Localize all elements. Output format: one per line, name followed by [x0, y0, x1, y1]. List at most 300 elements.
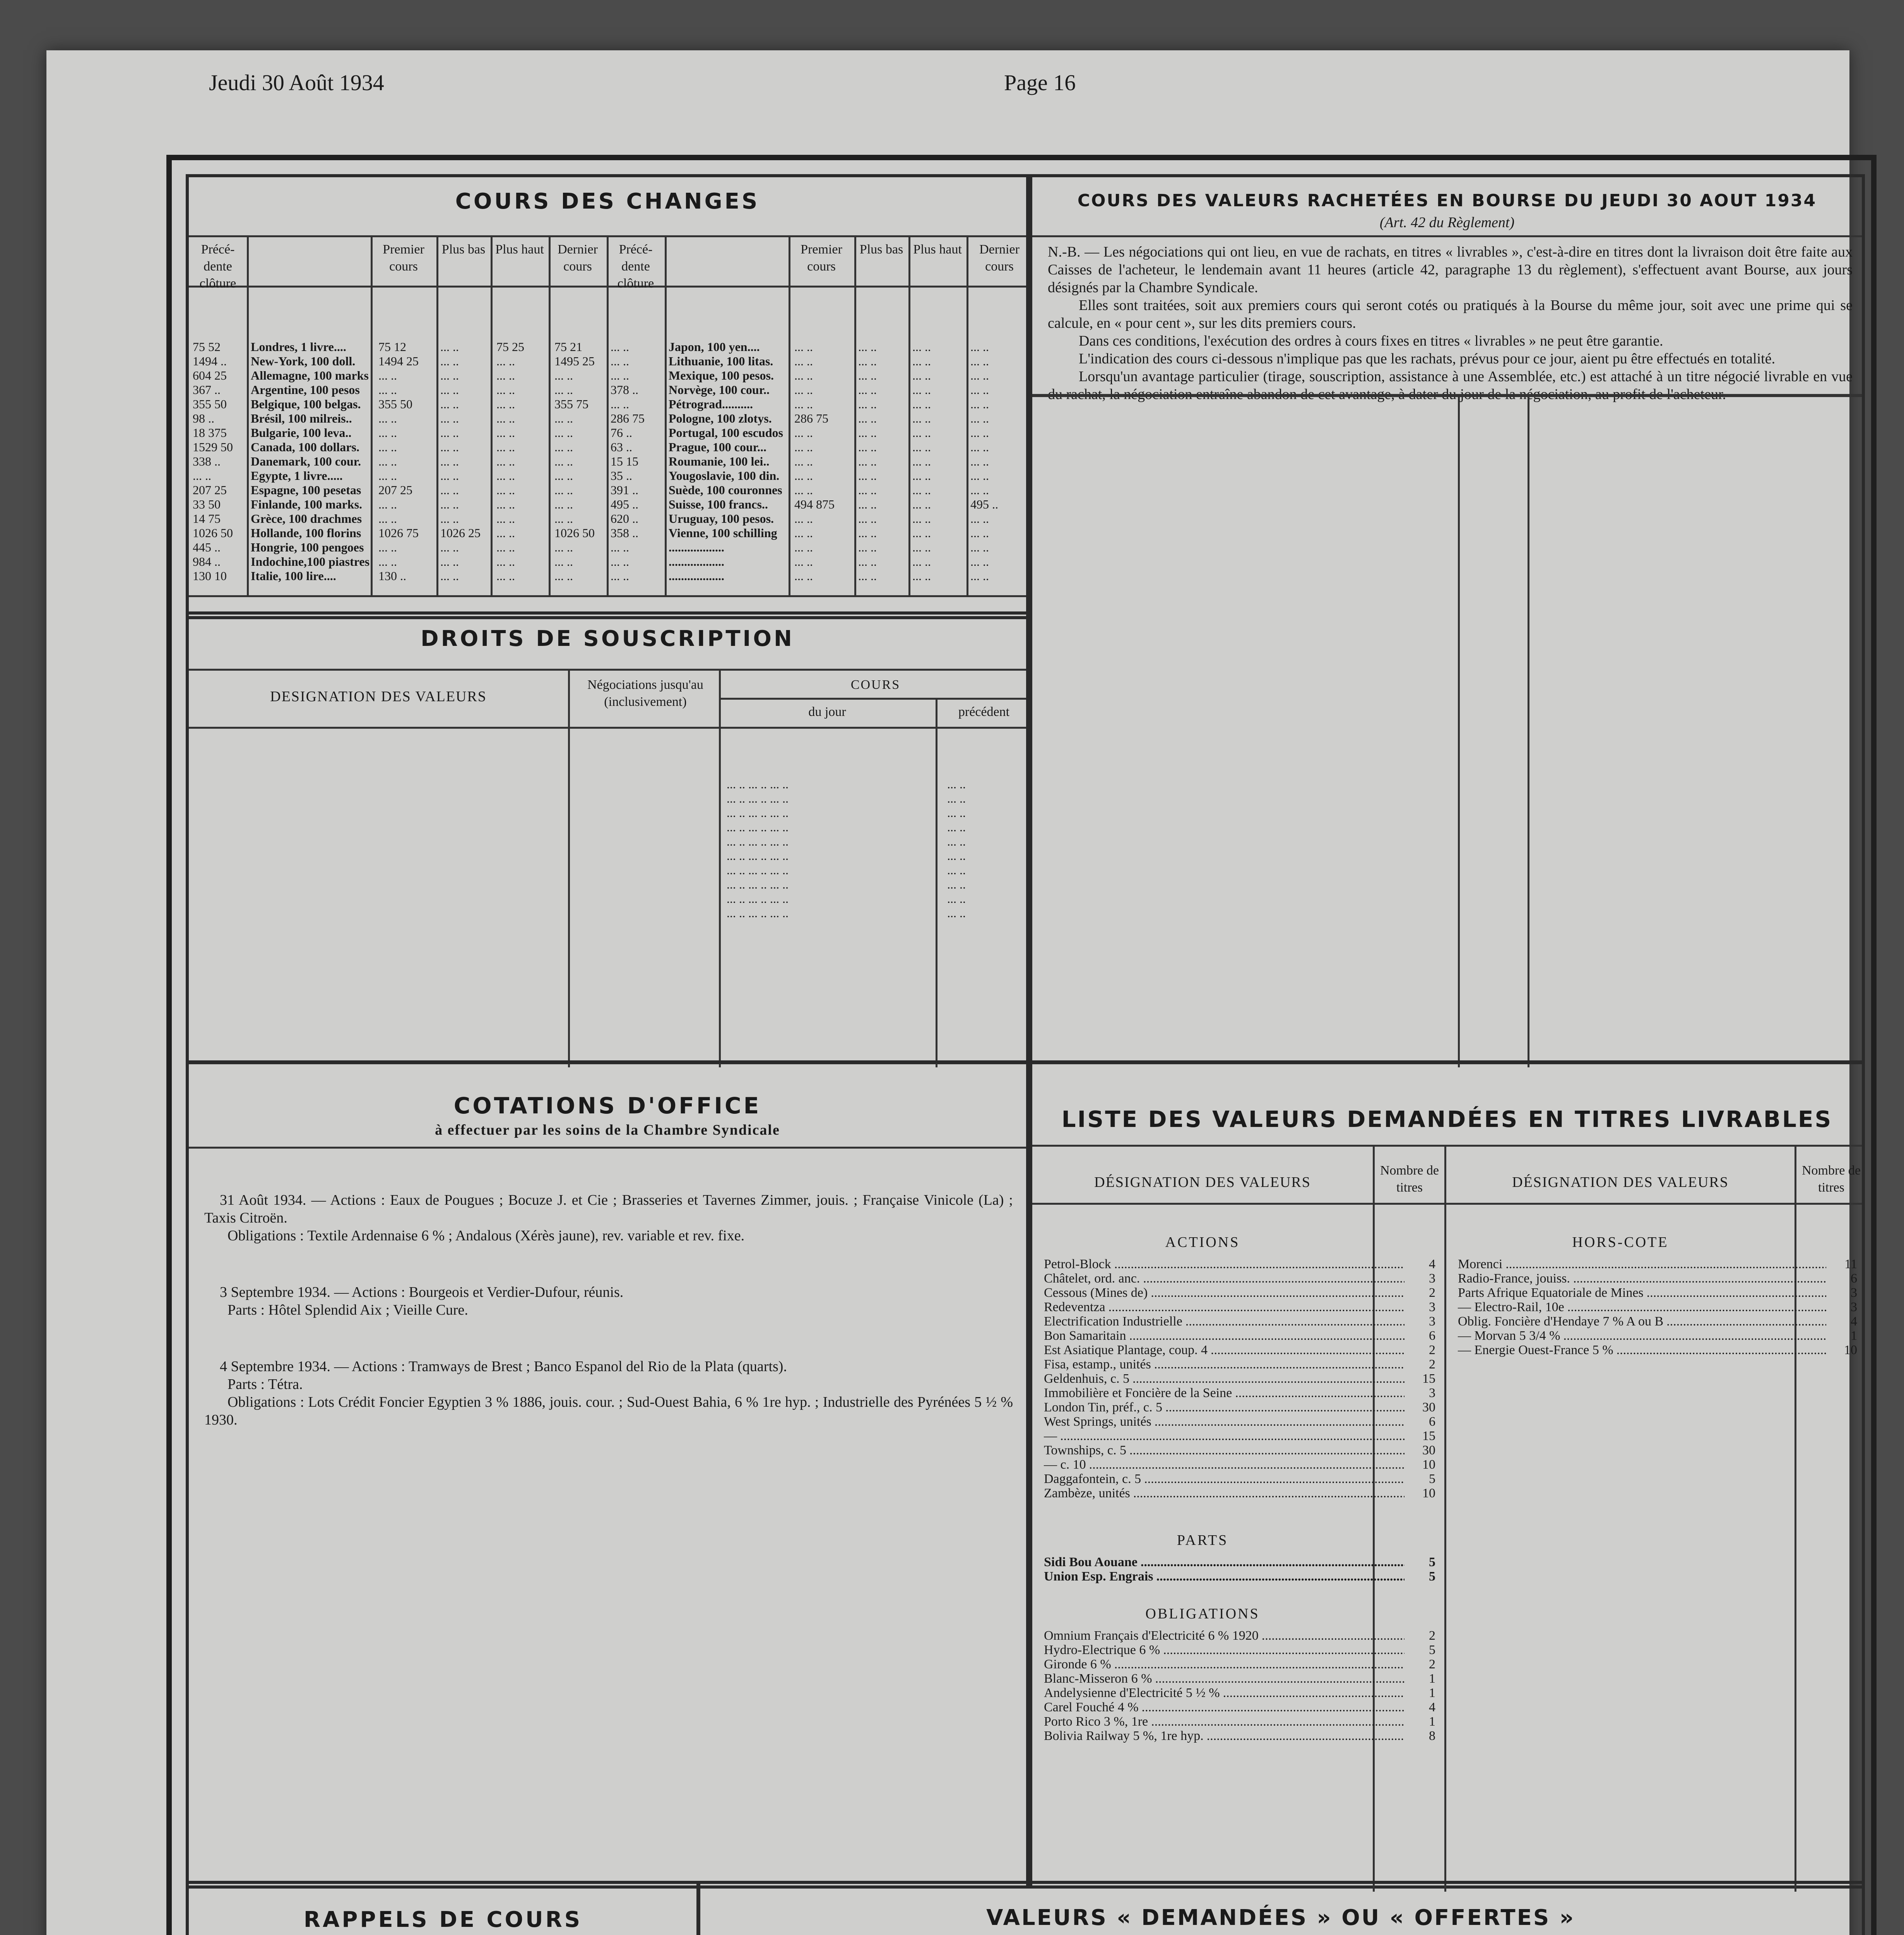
liste-obligation-value: 1: [1429, 1671, 1435, 1686]
liste-oblig-label: OBLIGATIONS: [1145, 1606, 1260, 1622]
changes-prev: 130 10: [193, 569, 227, 583]
changes-last: ... ..: [554, 497, 573, 511]
changes-first: 494 875: [794, 497, 835, 511]
changes-header: Dernier cours: [558, 242, 598, 274]
changes-name: Argentine, 100 pesos: [251, 383, 360, 397]
liste-action: [1044, 1257, 1439, 1271]
changes-name: Egypte, 1 livre.....: [251, 469, 343, 483]
changes-high: ... ..: [912, 340, 931, 354]
changes-first-column: [794, 340, 835, 583]
liste-hors-cote-label: — Energie Ouest-France 5 %: [1458, 1343, 1613, 1357]
changes-prev: 1026 50: [193, 526, 233, 540]
changes-last: ... ..: [970, 540, 989, 554]
cotations-p2: 3 Septembre 1934. — Actions : Bourgeois et Verdier-Dufour, réunis.: [220, 1284, 624, 1300]
liste-action-leader: [1143, 1271, 1404, 1286]
changes-last: ... ..: [554, 483, 573, 497]
liste-hors-cote-value: 11: [1844, 1257, 1857, 1271]
changes-prev: 1529 50: [193, 440, 233, 454]
liste-obligation-leader: [1155, 1671, 1404, 1686]
changes-last: ... ..: [970, 512, 989, 526]
changes-low: ... ..: [858, 340, 877, 354]
liste-obligation-leader: [1151, 1714, 1404, 1729]
liste-hors-cote-value: 1: [1851, 1329, 1857, 1343]
changes-first: ... ..: [378, 440, 397, 454]
liste-action: [1044, 1486, 1439, 1500]
changes-first: 355 50: [378, 397, 412, 411]
changes-name: Hollande, 100 florins: [251, 526, 361, 540]
liste-part: [1044, 1555, 1439, 1569]
changes-low: ... ..: [858, 397, 877, 411]
liste-hors-cote: [1458, 1300, 1860, 1314]
changes-low: ... ..: [440, 411, 459, 425]
liste-action-leader: [1089, 1457, 1404, 1472]
changes-name: Brésil, 100 milreis..: [251, 411, 352, 425]
liste-action-leader: [1165, 1400, 1404, 1414]
cotations-section: [186, 1060, 1029, 1889]
changes-first: ... ..: [378, 383, 397, 397]
changes-prev: 76 ..: [611, 426, 632, 440]
souscription-dots: ... .. ... .. ... ..: [727, 834, 789, 848]
liste-hors-cote: [1458, 1286, 1860, 1300]
changes-last: ... ..: [970, 426, 989, 440]
changes-prev: 63 ..: [611, 440, 632, 454]
changes-first: ... ..: [794, 368, 813, 382]
changes-high: ... ..: [496, 540, 515, 554]
changes-name: Londres, 1 livre....: [251, 340, 346, 354]
changes-title: COURS DES CHANGES: [455, 189, 760, 214]
liste-action-value: 3: [1429, 1271, 1435, 1286]
liste-action-leader: [1211, 1343, 1404, 1357]
changes-low: ... ..: [440, 454, 459, 468]
changes-high: ... ..: [496, 411, 515, 425]
changes-prev: ... ..: [193, 469, 211, 483]
liste-hors-cote: [1458, 1314, 1860, 1329]
souscription-col-jour: du jour: [808, 705, 846, 719]
changes-first: ... ..: [794, 354, 813, 368]
souscription-dots: ... .. ... .. ... ..: [727, 791, 789, 805]
changes-prev: 18 375: [193, 426, 227, 440]
liste-action-value: 30: [1422, 1443, 1435, 1457]
changes-low: ... ..: [858, 469, 877, 483]
liste-action-value: 3: [1429, 1314, 1435, 1329]
liste-action-leader: [1132, 1372, 1404, 1386]
changes-name: Vienne, 100 schilling: [669, 526, 777, 540]
changes-first: 75 12: [378, 340, 406, 354]
liste-action: [1044, 1314, 1439, 1329]
liste-obligation-label: Hydro-Electrique 6 %: [1044, 1643, 1160, 1657]
changes-last-column: [970, 340, 998, 583]
changes-prev: 495 ..: [611, 497, 638, 511]
changes-first: 1494 25: [378, 354, 419, 368]
rachetees-note-2: Elles sont traitées, soit aux premiers cours qui seront cotés ou pratiqués à la Bourse du même jour, soit avec une prime qui se calcule, en « pour cent », sur les dits premiers cours.: [1048, 297, 1853, 331]
changes-low: ... ..: [858, 483, 877, 497]
changes-first: ... ..: [794, 569, 813, 583]
liste-col-nombre-left: Nombre de titres: [1380, 1163, 1439, 1195]
changes-header: Premier cours: [383, 242, 424, 274]
changes-high: ... ..: [912, 397, 931, 411]
changes-prev: 98 ..: [193, 411, 214, 425]
souscription-col-designation: DESIGNATION DES VALEURS: [270, 688, 487, 705]
liste-hors-cote-label: Morenci: [1458, 1257, 1503, 1271]
souscription-dots: ... ..: [947, 877, 966, 891]
changes-prev: ... ..: [611, 569, 629, 583]
changes-prev: 391 ..: [611, 483, 638, 497]
changes-first: ... ..: [378, 512, 397, 526]
liste-hors-cote-leader: [1666, 1314, 1826, 1329]
changes-prev: ... ..: [611, 397, 629, 411]
liste-obligation-leader: [1114, 1657, 1404, 1671]
liste-obligation-label: Gironde 6 %: [1044, 1657, 1111, 1671]
changes-last: ... ..: [554, 411, 573, 425]
changes-last: ... ..: [970, 397, 989, 411]
cotations-p3b: Parts : Tétra.: [228, 1376, 303, 1392]
changes-header: Dernier cours: [979, 242, 1020, 274]
liste-action-leader: [1114, 1257, 1404, 1271]
liste-hors-cote-leader: [1505, 1257, 1826, 1271]
liste-obligation: [1044, 1671, 1439, 1686]
liste-hors-cote-leader: [1567, 1300, 1826, 1314]
changes-prev: 286 75: [611, 411, 645, 425]
liste-action-label: Daggafontein, c. 5: [1044, 1472, 1141, 1486]
souscription-dots: ... .. ... .. ... ..: [727, 906, 789, 920]
changes-last: ... ..: [970, 454, 989, 468]
changes-prev: 620 ..: [611, 512, 638, 526]
liste-actions-label: ACTIONS: [1165, 1234, 1240, 1250]
liste-action-label: Electrification Industrielle: [1044, 1314, 1182, 1329]
liste-hors-cote-label: — Electro-Rail, 10e: [1458, 1300, 1564, 1314]
souscription-dots: ... ..: [947, 806, 966, 820]
changes-high: ... ..: [912, 526, 931, 540]
changes-name: Canada, 100 dollars.: [251, 440, 359, 454]
cotations-p3c: Obligations : Lots Crédit Foncier Egyptien 3 % 1886, jouis. cour. ; Sud-Ouest Bahia, 6 % 1re hyp. ; Industrielle des Pyrénées 5 ½ % 1930.: [204, 1394, 1013, 1428]
liste-hors-cote-value: 10: [1844, 1343, 1857, 1357]
liste-obligation-value: 2: [1429, 1628, 1435, 1643]
liste-obligation-value: 1: [1429, 1686, 1435, 1700]
changes-high: ... ..: [496, 440, 515, 454]
changes-high: ... ..: [496, 383, 515, 397]
changes-name: Danemark, 100 cour.: [251, 454, 361, 468]
changes-first: ... ..: [794, 397, 813, 411]
changes-prev: 445 ..: [193, 540, 221, 554]
changes-prev: 338 ..: [193, 454, 221, 468]
changes-last: ... ..: [970, 340, 989, 354]
offertes-section: [696, 1881, 1865, 1935]
changes-header: Premier cours: [801, 242, 842, 274]
changes-first: ... ..: [794, 540, 813, 554]
changes-last: ... ..: [970, 354, 989, 368]
changes-first: ... ..: [794, 483, 813, 497]
changes-high: ... ..: [496, 469, 515, 483]
liste-action: [1044, 1386, 1439, 1400]
liste-obligation-value: 5: [1429, 1643, 1435, 1657]
changes-low: ... ..: [440, 340, 459, 354]
changes-last: ... ..: [554, 426, 573, 440]
cotations-p1b: Obligations : Textile Ardennaise 6 % ; Andalous (Xérès jaune), rev. variable et rev. fixe.: [228, 1228, 745, 1244]
changes-name: Allemagne, 100 marks: [251, 368, 369, 382]
liste-col-nombre-right: Nombre de titres: [1801, 1163, 1861, 1195]
liste-hors-cote-leader: [1617, 1343, 1826, 1357]
offertes-title: VALEURS « DEMANDÉES » OU « OFFERTES »: [986, 1905, 1575, 1930]
souscription-dots: ... .. ... .. ... ..: [727, 820, 789, 834]
liste-action-leader: [1109, 1300, 1404, 1314]
changes-high: ... ..: [496, 497, 515, 511]
liste-action-leader: [1235, 1386, 1404, 1400]
rachetees-title: COURS DES VALEURS RACHETÉES EN BOURSE DU JEUDI 30 AOUT 1934: [1077, 191, 1817, 211]
changes-last: 495 ..: [970, 497, 998, 511]
rachetees-note-1: N.-B. — Les négociations qui ont lieu, en vue de rachats, en titres « livrables », c'est-à-dire en titres dont la livraison doit être faite aux Caisses de l'acheteur, le lendemain avant 11 heures (article 42, paragraphe 13 du règlement), s'effectuent avant Bourse, aux jours désignés par la Chambre Syndicale.: [1048, 244, 1853, 296]
changes-name: Yougoslavie, 100 din.: [669, 469, 780, 483]
liste-action-value: 2: [1429, 1343, 1435, 1357]
liste-obligation-value: 4: [1429, 1700, 1435, 1714]
liste-action: [1044, 1400, 1439, 1414]
changes-name: Portugal, 100 escudos: [669, 426, 783, 440]
liste-action: [1044, 1443, 1439, 1457]
cotations-text: [204, 1191, 1013, 1429]
page-header: [170, 70, 1846, 101]
changes-low: ... ..: [858, 368, 877, 382]
changes-first: ... ..: [794, 440, 813, 454]
liste-action: [1044, 1457, 1439, 1472]
changes-header: Plus haut: [913, 242, 962, 257]
changes-low: ... ..: [440, 555, 459, 569]
changes-first: ... ..: [378, 555, 397, 569]
changes-low: ... ..: [440, 469, 459, 483]
cotations-title: COTATIONS D'OFFICE: [453, 1093, 761, 1119]
changes-name: Pologne, 100 zlotys.: [669, 411, 772, 425]
changes-last: 355 75: [554, 397, 588, 411]
changes-prev-column: [611, 340, 645, 583]
changes-last: ... ..: [970, 555, 989, 569]
liste-action-label: Immobilière et Foncière de la Seine: [1044, 1386, 1232, 1400]
rappels-title: RAPPELS DE COURS: [303, 1907, 583, 1932]
changes-prev: 367 ..: [193, 383, 221, 397]
changes-name: ..................: [669, 569, 724, 583]
liste-hors-cote-value: 3: [1851, 1300, 1857, 1314]
liste-action-label: West Springs, unités: [1044, 1414, 1151, 1429]
liste-action-value: 10: [1422, 1486, 1435, 1500]
cotations-p1: 31 Août 1934. — Actions : Eaux de Pougues ; Bocuze J. et Cie ; Brasseries et Tavernes Zimmer, jouis. ; Française Vinicole (La) ; Taxis Citroën.: [204, 1192, 1013, 1226]
changes-last: ... ..: [554, 454, 573, 468]
liste-action-leader: [1155, 1414, 1404, 1429]
changes-name: ..................: [669, 555, 724, 569]
changes-first: ... ..: [378, 469, 397, 483]
changes-low: ... ..: [858, 411, 877, 425]
liste-section: [1029, 1060, 1865, 1889]
liste-parts-label: PARTS: [1177, 1532, 1228, 1548]
changes-last: ... ..: [554, 512, 573, 526]
changes-name-column: [669, 340, 783, 583]
cotations-p2b: Parts : Hôtel Splendid Aix ; Vieille Cure.: [228, 1302, 468, 1318]
changes-high: ... ..: [912, 411, 931, 425]
liste-action-leader: [1060, 1429, 1404, 1443]
changes-last: 1026 50: [554, 526, 595, 540]
changes-first: 130 ..: [378, 569, 406, 583]
changes-header: Plus bas: [859, 242, 903, 257]
changes-low: ... ..: [858, 440, 877, 454]
liste-action: [1044, 1343, 1439, 1357]
liste-part-value: 5: [1429, 1555, 1435, 1569]
changes-last: ... ..: [970, 411, 989, 425]
changes-last: ... ..: [970, 483, 989, 497]
changes-last: ... ..: [970, 368, 989, 382]
changes-low-column: [440, 340, 481, 583]
liste-obligation-value: 8: [1429, 1729, 1435, 1743]
changes-name: Roumanie, 100 lei..: [669, 454, 770, 468]
liste-action-label: Fisa, estamp., unités: [1044, 1357, 1151, 1372]
changes-first: ... ..: [378, 540, 397, 554]
changes-name: Hongrie, 100 pengoes: [251, 540, 364, 554]
changes-high: ... ..: [912, 540, 931, 554]
liste-action-label: London Tin, préf., c. 5: [1044, 1400, 1162, 1414]
souscription-dots: ... .. ... .. ... ..: [727, 849, 789, 863]
liste-action-leader: [1186, 1314, 1404, 1329]
changes-name: Norvège, 100 cour..: [669, 383, 770, 397]
changes-low: ... ..: [440, 383, 459, 397]
liste-action-value: 3: [1429, 1386, 1435, 1400]
changes-last: ... ..: [554, 540, 573, 554]
changes-prev: 604 25: [193, 368, 227, 382]
changes-first: ... ..: [794, 512, 813, 526]
changes-high: ... ..: [912, 354, 931, 368]
changes-low: ... ..: [858, 497, 877, 511]
liste-hors-cote-value: 4: [1851, 1314, 1857, 1329]
changes-high: ... ..: [912, 483, 931, 497]
liste-part-value: 5: [1429, 1569, 1435, 1584]
liste-action-value: 6: [1429, 1414, 1435, 1429]
changes-last: ... ..: [970, 440, 989, 454]
liste-title: LISTE DES VALEURS DEMANDÉES EN TITRES LIVRABLES: [1061, 1106, 1833, 1132]
changes-prev: 358 ..: [611, 526, 638, 540]
liste-hors-cote-label: Parts Afrique Equatoriale de Mines: [1458, 1286, 1644, 1300]
changes-low: ... ..: [858, 354, 877, 368]
liste-hors-cote-label: Oblig. Foncière d'Hendaye 7 % A ou B: [1458, 1314, 1664, 1329]
liste-part: [1044, 1569, 1439, 1584]
liste-hors-cote-label: Radio-France, jouiss.: [1458, 1271, 1570, 1286]
liste-action-label: Cessous (Mines de): [1044, 1286, 1148, 1300]
liste-hors-cote: [1458, 1329, 1860, 1343]
changes-name: New-York, 100 doll.: [251, 354, 356, 368]
liste-action: [1044, 1271, 1439, 1286]
souscription-dots: ... ..: [947, 906, 966, 920]
changes-low: ... ..: [858, 512, 877, 526]
changes-last: ... ..: [554, 555, 573, 569]
changes-prev: 355 50: [193, 397, 227, 411]
rachetees-note-4: L'indication des cours ci-dessous n'implique pas que les rachats, prévus pour ce jour, aient pu être effectués en totalité.: [1079, 351, 1776, 367]
souscription-dots: ... .. ... .. ... ..: [727, 863, 789, 877]
souscription-dots: ... .. ... .. ... ..: [727, 892, 789, 906]
liste-action-leader: [1144, 1472, 1404, 1486]
souscription-col-prec: précédent: [958, 705, 1010, 719]
changes-prev: 14 75: [193, 512, 221, 526]
liste-action: [1044, 1300, 1439, 1314]
liste-action-value: 15: [1422, 1429, 1435, 1443]
changes-first: ... ..: [378, 368, 397, 382]
changes-high: ... ..: [912, 469, 931, 483]
souscription-section: [186, 611, 1029, 1064]
changes-last: ... ..: [554, 440, 573, 454]
changes-high: ... ..: [912, 383, 931, 397]
page-number: Page 16: [1004, 70, 1076, 95]
changes-prev: ... ..: [611, 540, 629, 554]
souscription-dots: ... ..: [947, 791, 966, 805]
changes-name: Mexique, 100 pesos.: [669, 368, 774, 382]
changes-low: ... ..: [440, 368, 459, 382]
changes-high: ... ..: [496, 512, 515, 526]
changes-low: ... ..: [440, 483, 459, 497]
changes-name: Prague, 100 cour...: [669, 440, 767, 454]
liste-hors-cote-label: HORS-COTE: [1572, 1234, 1669, 1250]
liste-action: [1044, 1414, 1439, 1429]
changes-name: Suède, 100 couronnes: [669, 483, 782, 497]
liste-obligation: [1044, 1686, 1439, 1700]
changes-prev: 207 25: [193, 483, 227, 497]
changes-high: ... ..: [912, 440, 931, 454]
changes-high: ... ..: [912, 555, 931, 569]
changes-low: ... ..: [440, 540, 459, 554]
changes-low: ... ..: [440, 426, 459, 440]
changes-name: Italie, 100 lire....: [251, 569, 336, 583]
rappels-section: [186, 1881, 700, 1935]
changes-first-column: [378, 340, 419, 583]
changes-last-column: [554, 340, 595, 583]
changes-first: ... ..: [794, 526, 813, 540]
changes-last: ... ..: [970, 526, 989, 540]
changes-high: ... ..: [496, 555, 515, 569]
changes-first: ... ..: [378, 454, 397, 468]
liste-action-label: Zambèze, unités: [1044, 1486, 1130, 1500]
liste-obligation: [1044, 1729, 1439, 1743]
changes-high: ... ..: [912, 497, 931, 511]
changes-prev: 33 50: [193, 497, 221, 511]
liste-action-label: — c. 10: [1044, 1457, 1086, 1472]
liste-action-label: Townships, c. 5: [1044, 1443, 1126, 1457]
souscription-dots: ... .. ... .. ... ..: [727, 777, 789, 791]
liste-action: [1044, 1472, 1439, 1486]
changes-prev: 1494 ..: [193, 354, 227, 368]
liste-hors-cote: [1458, 1257, 1860, 1271]
liste-action-leader: [1133, 1486, 1404, 1500]
changes-low: ... ..: [858, 540, 877, 554]
liste-obligation-label: Porto Rico 3 %, 1re: [1044, 1714, 1148, 1729]
changes-last: 75 21: [554, 340, 582, 354]
liste-action-value: 10: [1422, 1457, 1435, 1472]
changes-name: Suisse, 100 francs..: [669, 497, 768, 511]
changes-last: ... ..: [970, 383, 989, 397]
changes-section: [186, 174, 1029, 619]
changes-high: ... ..: [496, 569, 515, 583]
changes-name: Indochine,100 piastres: [251, 555, 370, 569]
changes-prev: 35 ..: [611, 469, 632, 483]
liste-action-label: Redeventza: [1044, 1300, 1105, 1314]
liste-action: [1044, 1429, 1439, 1443]
changes-high: ... ..: [496, 397, 515, 411]
liste-hors-cote-leader: [1647, 1286, 1826, 1300]
liste-part-leader: [1156, 1569, 1405, 1584]
liste-action: [1044, 1357, 1439, 1372]
liste-obligation-label: Andelysienne d'Electricité 5 ½ %: [1044, 1686, 1220, 1700]
liste-obligation-leader: [1207, 1729, 1404, 1743]
souscription-dots: ... .. ... .. ... ..: [727, 877, 789, 891]
liste-obligation: [1044, 1714, 1439, 1729]
rachetees-note-5: Lorsqu'un avantage particulier (tirage, souscription, assistance à une Assemblée, etc.) est attaché à un titre négocié livrable en vue du rachat, la négociation entraîne abandon de cet avantage, à dater du jour de la négociation, au profit de l'acheteur.: [1048, 368, 1853, 402]
changes-low: ... ..: [858, 426, 877, 440]
changes-first: ... ..: [794, 555, 813, 569]
changes-name: Bulgarie, 100 leva..: [251, 426, 352, 440]
liste-obligation-leader: [1142, 1700, 1404, 1714]
changes-name: Belgique, 100 belgas.: [251, 397, 361, 411]
changes-name: Espagne, 100 pesetas: [251, 483, 361, 497]
liste-action-value: 2: [1429, 1357, 1435, 1372]
